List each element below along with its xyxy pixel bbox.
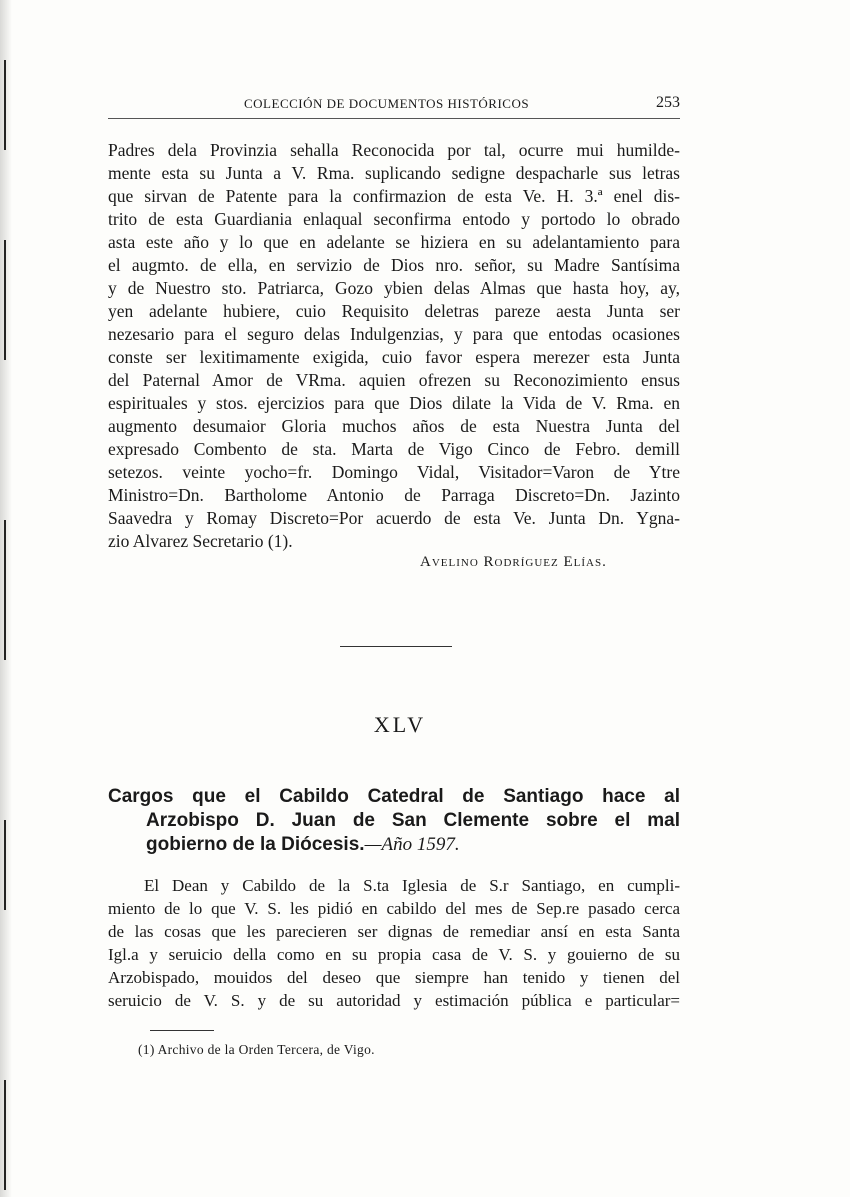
body-line: Igl.a y seruicio della como en su propia casa de V. S. y gouierno de su [108,945,680,964]
text-line: yen adelante hubiere, cuio Requisito deletras pareze aesta Junta ser [108,301,680,321]
text-line: nezesario para el seguro delas Indulgenzias, y para que entodas ocasiones [108,324,680,344]
body-line: El Dean y Cabildo de la S.ta Iglesia de S.r Santiago, en cumpli- [144,876,680,895]
edge-mark [4,820,6,910]
text-line: expresado Combento de sta. Marta de Vigo Cinco de Febro. demill [108,439,680,459]
heading-line-text: gobierno de la Diócesis. [146,834,365,855]
text-line: Saavedra y Romay Discreto=Por acuerdo de esta Ve. Junta Dn. Ygna- [108,508,680,528]
page-number: 253 [656,94,680,111]
text-line: setezos. veinte yocho=fr. Domingo Vidal, Visitador=Varon de Ytre [108,462,680,482]
text-line: del Paternal Amor de VRma. aquien ofrezen su Reconozimiento ensus [108,370,680,390]
text-line: trito de esta Guardiania enlaqual seconfirma entodo y portodo lo obrado [108,209,680,229]
edge-mark [4,60,6,150]
edge-mark [4,240,6,360]
body-line: de las cosas que les parecieren ser dignas de remediar ansí en esta Santa [108,922,680,941]
body-line: miento de lo que V. S. les pidió en cabildo del mes de Sep.re pasado cerca [108,899,680,918]
page-edge-shadow [0,0,12,1197]
heading-year: —Año 1597. [364,834,460,855]
running-header [108,96,680,119]
author-signature: Avelino Rodríguez Elías. [420,554,607,570]
body-line: Arzobispado, mouidos del deseo que siempre han tenido y tienen del [108,968,680,987]
text-line: zio Alvarez Secretario (1). [108,531,293,551]
text-line: augmento desumaior Gloria muchos años de esta Nuestra Junta del [108,416,680,436]
footnote-rule [150,1030,214,1031]
running-title: COLECCIÓN DE DOCUMENTOS HISTÓRICOS [244,96,530,111]
text-line: mente esta su Junta a V. Rma. suplicando sedigne despacharle sus letras [108,163,680,183]
edge-mark [4,520,6,660]
heading-line [146,832,680,858]
section-divider [340,646,452,647]
text-line: Ministro=Dn. Bartholome Antonio de Parraga Discreto=Dn. Jazinto [108,485,680,505]
text-line: y de Nuestro sto. Patriarca, Gozo ybien delas Almas que hasta hoy, ay, [108,278,680,298]
text-line: conste ser lexitimamente exigida, cuio favor espera merezer esta Junta [108,347,680,367]
text-line: asta este año y lo que en adelante se hiziera en su adelantamiento para [108,232,680,252]
heading-line: Cargos que el Cabildo Catedral de Santiago hace al [108,786,680,807]
text-line: Padres dela Provinzia sehalla Reconocida por tal, ocurre mui humilde- [108,140,680,160]
section-number: XLV [373,712,427,737]
text-line: que sirvan de Patente para la confirmazion de esta Ve. H. 3.ª enel dis- [108,186,680,206]
edge-mark [4,1080,6,1190]
text-line: el augmto. de ella, en servizio de Dios nro. señor, su Madre Santísima [108,255,680,275]
footnote: (1) Archivo de la Orden Tercera, de Vigo. [138,1042,375,1057]
heading-line: Arzobispo D. Juan de San Clemente sobre el mal [146,810,680,831]
body-line: seruicio de V. S. y de su autoridad y estimación pública e particular= [108,991,680,1010]
text-line: espirituales y stos. ejercizios para que Dios dilate la Vida de V. Rma. en [108,393,680,413]
